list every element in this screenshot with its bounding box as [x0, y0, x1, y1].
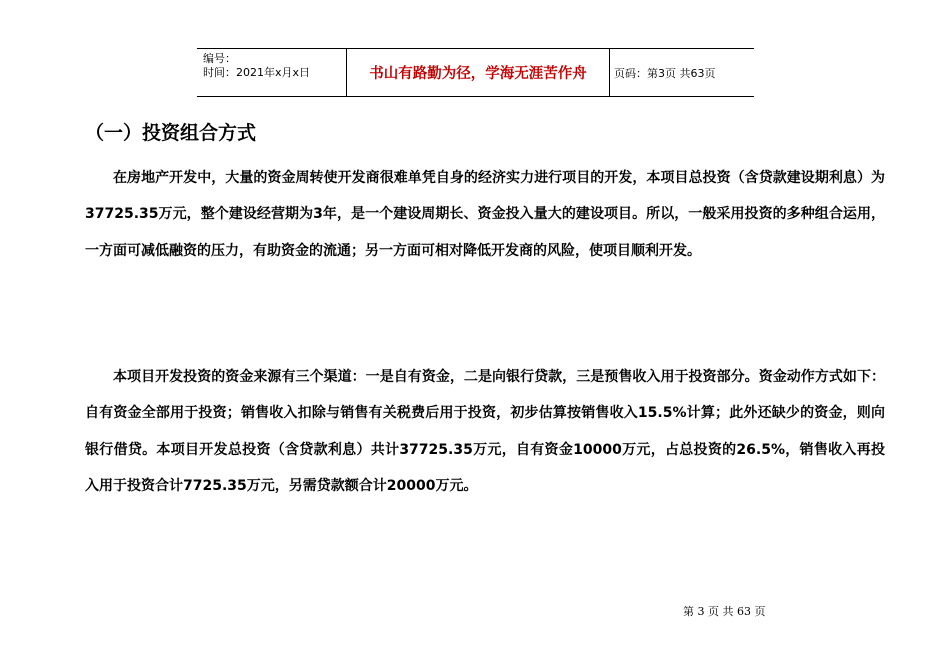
- header-motto: 书山有路勤为径，学海无涯苦作舟: [347, 49, 610, 97]
- time-label: 时间：2021年x月x日: [203, 66, 311, 79]
- section-title: （一）投资组合方式: [85, 122, 257, 144]
- paragraph-investment-overview: 在房地产开发中，大量的资金周转使开发商很难单凭自身的经济实力进行项目的开发，本项目总投资（含贷款建设期利息）为37725.35万元，整个建设经营期为3年，是一个建设周期长、资金投入量大的建设项目。所以，一般采用投资的多种组合运用，一方面可减低融资的压力，有助资金的流通；另一方面可相对降低开发商的风险，使项目顺利开发。: [85, 170, 885, 259]
- page-footer: 第 3 页 共 63 页: [683, 605, 766, 618]
- paragraph-funding-sources: 本项目开发投资的资金来源有三个渠道：一是自有资金，二是向银行贷款，三是预售收入用于投资部分。资金动作方式如下：自有资金全部用于投资；销售收入扣除与销售有关税费后用于投资，初步估算按销售收入15.5%计算；此外还缺少的资金，则向银行借贷。本项目开发总投资（含贷款利息）共计37725.35万元，自有资金10000万元，占总投资的26.5%，销售收入再投入用于投资合计7725.35万元，另需贷款额合计20000万元。: [85, 369, 885, 495]
- header-page-info: 页码：第3页 共63页: [610, 49, 755, 97]
- document-header: [197, 48, 754, 97]
- serial-label: 编号：: [203, 52, 236, 65]
- header-meta-cell: [197, 49, 347, 97]
